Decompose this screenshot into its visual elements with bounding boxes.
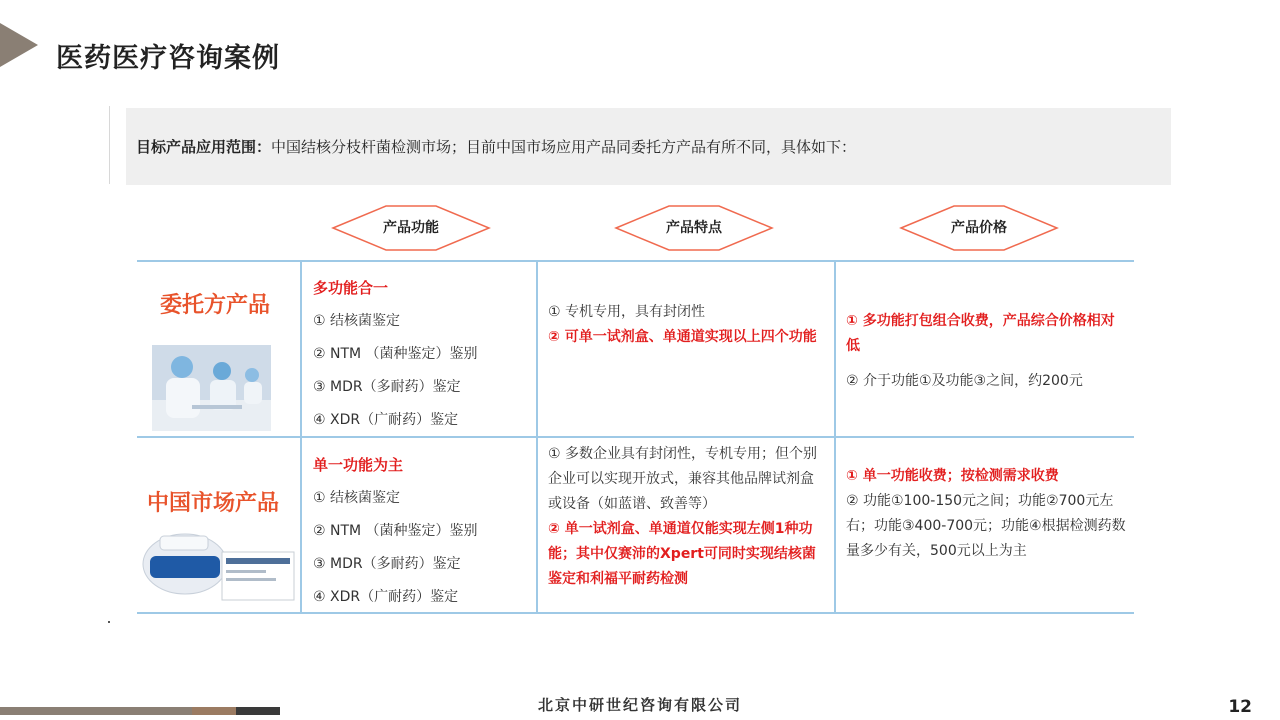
price-item: ② 介于功能①及功能③之间，约200元	[846, 373, 1083, 389]
china-function-cell	[313, 449, 478, 614]
feature-item-highlight: ② 单一试剂盒、单通道仅能实现左侧1种功能；其中仅赛沛的Xpert可同时实现结核菌鉴定和利福平耐药检测	[548, 521, 816, 587]
stray-dot	[108, 621, 110, 623]
header-diamond-price	[899, 204, 1059, 252]
function-item: ② NTM （菌种鉴定）鉴别	[313, 523, 478, 539]
footer-company-name: 北京中研世纪咨询有限公司	[537, 696, 742, 714]
function-item: ② NTM （菌种鉴定）鉴别	[313, 346, 478, 362]
pcr-device-and-kit-photo	[140, 518, 300, 602]
scope-banner	[126, 108, 1171, 185]
divider	[109, 106, 110, 184]
china-feature-cell	[548, 442, 824, 592]
table-col-divider	[300, 260, 302, 614]
function-item: ③ MDR（多耐药）鉴定	[313, 379, 461, 395]
row-label-china-market-product: 中国市场产品	[147, 491, 280, 516]
footer-bar-segment	[192, 707, 236, 715]
price-item: ② 功能①100-150元之间；功能②700元左右；功能③400-700元；功能④根据检测药数量多少有关，500元以上为主	[846, 493, 1126, 559]
client-function-cell	[313, 272, 478, 437]
price-item-highlight: ① 单一功能收费；按检测需求收费	[846, 468, 1059, 484]
footer-bar-segment	[0, 707, 192, 715]
corner-arrow-decoration	[0, 23, 38, 67]
function-title: 多功能合一	[313, 279, 389, 297]
header-diamond-function	[331, 204, 491, 252]
table-row-divider	[137, 436, 1134, 438]
scope-text: 中国结核分枝杆菌检测市场；目前中国市场应用产品同委托方产品有所不同，具体如下：	[271, 138, 857, 156]
china-price-cell	[846, 464, 1126, 564]
table-col-divider	[536, 260, 538, 614]
scope-label: 目标产品应用范围：	[136, 138, 272, 156]
function-item: ① 结核菌鉴定	[313, 313, 401, 329]
client-price-cell	[846, 309, 1126, 394]
row-label-client-product: 委托方产品	[160, 293, 271, 318]
feature-item-highlight: ② 可单一试剂盒、单通道实现以上四个功能	[548, 329, 817, 345]
header-function-label: 产品功能	[383, 220, 439, 236]
function-item: ④ XDR（广耐药）鉴定	[313, 589, 459, 605]
function-title: 单一功能为主	[313, 456, 404, 474]
footer-bar-segment	[236, 707, 280, 715]
header-feature-label: 产品特点	[666, 220, 722, 236]
function-item: ③ MDR（多耐药）鉴定	[313, 556, 461, 572]
page-number: 12	[1228, 697, 1252, 717]
feature-item: ① 专机专用，具有封闭性	[548, 304, 706, 320]
table-col-divider	[834, 260, 836, 614]
price-item-highlight: ① 多功能打包组合收费，产品综合价格相对低	[846, 313, 1115, 354]
function-item: ④ XDR（广耐药）鉴定	[313, 412, 459, 428]
function-item: ① 结核菌鉴定	[313, 490, 401, 506]
client-feature-cell	[548, 300, 830, 350]
table-bottom-border	[137, 612, 1134, 614]
header-diamond-feature	[614, 204, 774, 252]
feature-item: ① 多数企业具有封闭性，专机专用；但个别企业可以实现开放式，兼容其他品牌试剂盒或设备（如蓝谱、致善等）	[548, 446, 817, 512]
page-title: 医药医疗咨询案例	[56, 43, 280, 74]
table-top-border	[137, 260, 1134, 262]
header-price-label: 产品价格	[951, 220, 1007, 236]
lab-workers-photo	[152, 345, 271, 431]
